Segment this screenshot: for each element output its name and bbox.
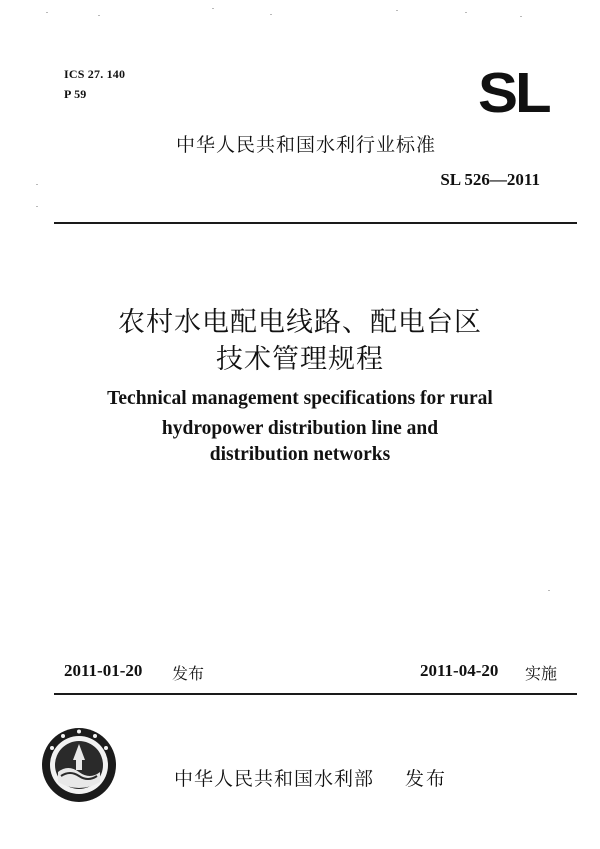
classification-code: P 59 xyxy=(64,87,87,101)
issue-label: 发布 xyxy=(172,664,205,683)
title-cn-line1: 农村水电配电线路、配电台区 xyxy=(118,307,482,338)
scan-speck xyxy=(548,590,550,591)
title-en-line2: hydropower distribution line and xyxy=(161,418,439,439)
scan-speck xyxy=(465,12,467,13)
implement-label: 实施 xyxy=(525,664,558,683)
scan-speck xyxy=(212,8,214,9)
ministry-seal-icon xyxy=(40,726,118,804)
standard-category: 中华人民共和国水利行业标准 xyxy=(176,134,437,156)
scan-speck xyxy=(36,184,38,185)
title-en-line3: distribution networks xyxy=(209,444,391,465)
scan-speck xyxy=(270,14,272,15)
publisher-name: 中华人民共和国水利部 xyxy=(174,768,375,790)
scan-speck xyxy=(46,12,48,13)
top-rule xyxy=(54,222,577,224)
issue-date: 2011-01-20 xyxy=(64,661,143,680)
implement-date: 2011-04-20 xyxy=(420,661,499,680)
title-en-line1: Technical management specifications for rural xyxy=(107,388,493,409)
title-cn-line2: 技术管理规程 xyxy=(216,344,384,375)
scan-speck xyxy=(520,16,522,17)
scan-speck xyxy=(396,10,398,11)
scan-speck xyxy=(98,15,100,16)
scan-speck xyxy=(36,206,38,207)
bottom-rule xyxy=(54,693,577,695)
standard-number: SL 526—2011 xyxy=(440,170,540,189)
ics-code: ICS 27. 140 xyxy=(64,67,126,81)
publish-label: 发布 xyxy=(405,768,448,790)
sl-logo: SL xyxy=(478,60,549,125)
